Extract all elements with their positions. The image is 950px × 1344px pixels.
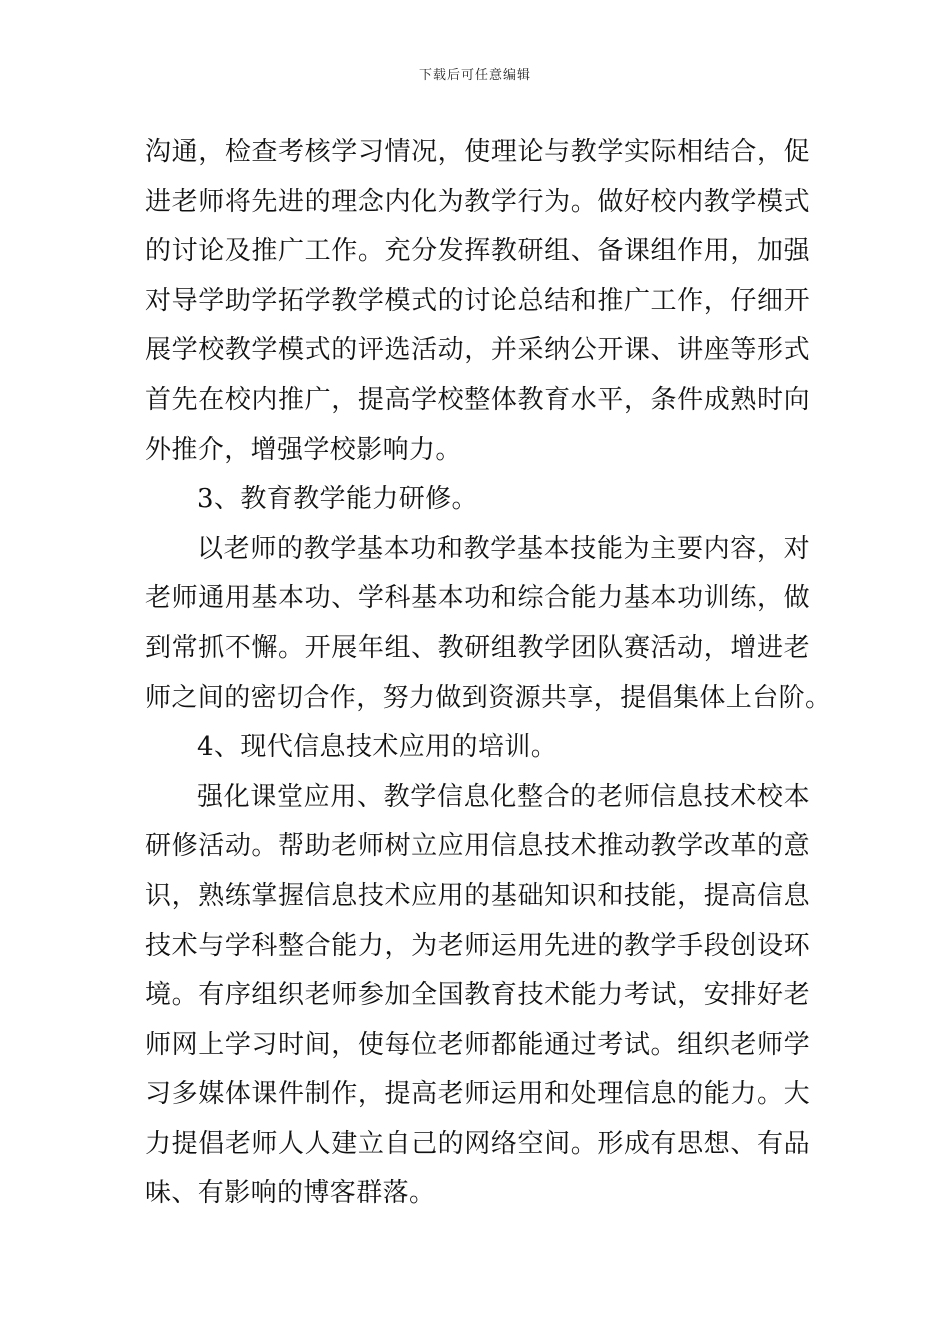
text-line: 识，熟练掌握信息技术应用的基础知识和技能，提高信息: [145, 880, 810, 911]
text-line: 师之间的密切合作，努力做到资源共享，提倡集体上台阶。: [145, 682, 832, 713]
text-line: 外推介，增强学校影响力。: [145, 434, 462, 465]
text-line: 沟通，检查考核学习情况，使理论与教学实际相结合，促: [145, 137, 810, 167]
text-line: 师网上学习时间，使每位老师都能通过考试。组织老师学: [145, 1029, 810, 1060]
text-line: 以老师的教学基本功和教学基本技能为主要内容，对: [197, 533, 810, 564]
text-line: 3、教育教学能力研修。: [197, 484, 478, 515]
text-line: 到常抓不懈。开展年组、教研组教学团队赛活动，增进老: [145, 632, 810, 663]
text-line: 展学校教学模式的评选活动，并采纳公开课、讲座等形式: [145, 335, 810, 366]
text-line: 习多媒体课件制作，提高老师运用和处理信息的能力。大: [145, 1079, 810, 1110]
text-line: 老师通用基本功、学科基本功和综合能力基本功训练，做: [145, 583, 810, 614]
text-line: 强化课堂应用、教学信息化整合的老师信息技术校本: [197, 781, 810, 812]
text-line: 力提倡老师人人建立自己的网络空间。形成有思想、有品: [145, 1128, 810, 1159]
page-header: 下载后可任意编辑: [418, 68, 531, 83]
document-body: [145, 128, 832, 1219]
text-line: 的讨论及推广工作。充分发挥教研组、备课组作用，加强: [145, 236, 810, 267]
text-line: 进老师将先进的理念内化为教学行为。做好校内教学模式: [145, 186, 810, 217]
text-line: 境。有序组织老师参加全国教育技术能力考试，安排好老: [145, 980, 810, 1011]
text-line: 4、现代信息技术应用的培训。: [197, 732, 558, 763]
text-line: 研修活动。帮助老师树立应用信息技术推动教学改革的意: [145, 831, 810, 862]
text-line: 对导学助学拓学教学模式的讨论总结和推广工作，仔细开: [145, 285, 810, 316]
text-line: 味、有影响的博客群落。: [145, 1178, 436, 1209]
text-line: 首先在校内推广，提高学校整体教育水平，条件成熟时向: [145, 384, 810, 415]
text-line: 技术与学科整合能力，为老师运用先进的教学手段创设环: [145, 930, 810, 961]
